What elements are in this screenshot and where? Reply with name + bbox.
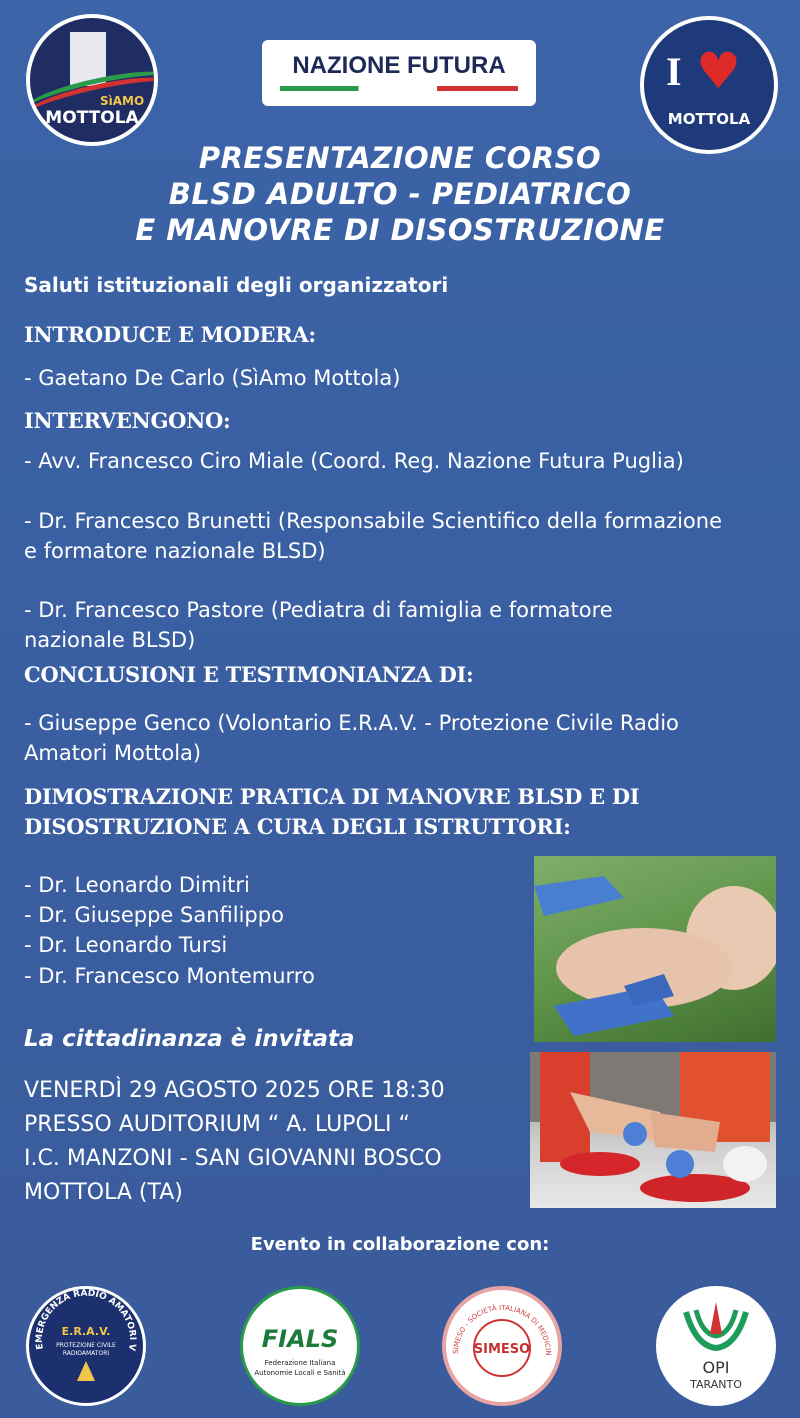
siamo-mottola-logo bbox=[26, 14, 158, 146]
collaboration-label: Evento in collaborazione con: bbox=[250, 1234, 550, 1255]
infant-cpr-photo bbox=[534, 856, 776, 1042]
fials-sub-1: Federazione Italiana bbox=[264, 1359, 336, 1367]
nazione-futura-logo bbox=[262, 40, 536, 106]
antenna-icon bbox=[77, 1361, 95, 1381]
speaker-2-line-1: - Dr. Francesco Brunetti (Responsabile Scientifico della formazione bbox=[24, 509, 723, 533]
instructor-1: - Dr. Leonardo Dimitri bbox=[24, 873, 250, 897]
speaker-3-line-1: - Dr. Francesco Pastore (Pediatra di famiglia e formatore bbox=[24, 598, 613, 622]
nazione-futura-text: NAZIONE FUTURA bbox=[292, 52, 506, 79]
greetings-text: Saluti istituzionali degli organizzatori bbox=[24, 273, 449, 297]
simeso-name: SIMESO bbox=[473, 1342, 531, 1357]
fials-name: FIALS bbox=[261, 1325, 339, 1353]
venue-line-4: MOTTOLA (TA) bbox=[24, 1180, 183, 1205]
moderator-item: - Gaetano De Carlo (SìAmo Mottola) bbox=[24, 366, 401, 390]
venue-line-2: PRESSO AUDITORIUM “ A. LUPOLI “ bbox=[24, 1112, 410, 1137]
erav-center-text: E.R.A.V. bbox=[61, 1325, 111, 1338]
title-line-3: E MANOVRE DI DISOSTRUZIONE bbox=[135, 213, 665, 247]
conclusions-heading: CONCLUSIONI E TESTIMONIANZA DI: bbox=[24, 662, 474, 687]
speakers-heading: INTERVENGONO: bbox=[24, 408, 231, 433]
simeso-ring-text: SIMESO - SOCIETÀ ITALIANA DI MEDICIN bbox=[451, 1303, 553, 1356]
title-line-1: PRESENTAZIONE CORSO bbox=[198, 141, 602, 175]
heart-icon: ♥ bbox=[696, 42, 741, 100]
invite-text: La cittadinanza è invitata bbox=[24, 1026, 355, 1052]
erav-emblem bbox=[29, 1289, 143, 1403]
conclusions-line-2: Amatori Mottola) bbox=[24, 741, 202, 765]
erav-badge bbox=[26, 1286, 146, 1406]
adult-cpr-illustration bbox=[530, 1052, 776, 1208]
infant-cpr-illustration bbox=[534, 856, 776, 1042]
mottola-text: MOTTOLA bbox=[45, 108, 139, 128]
fials-badge bbox=[240, 1286, 360, 1406]
erav-ring-text: EMERGENZA RADIO AMATORI V bbox=[34, 1289, 138, 1352]
erav-sub-2: RADIOAMATORI bbox=[62, 1350, 110, 1357]
siamo-text: SìAMO bbox=[100, 94, 145, 108]
instructor-2: - Dr. Giuseppe Sanfilippo bbox=[24, 903, 284, 927]
demo-heading-line-1: DIMOSTRAZIONE PRATICA DI MANOVRE BLSD E DI bbox=[24, 784, 640, 809]
opi-emblem bbox=[656, 1286, 776, 1366]
simeso-badge bbox=[442, 1286, 562, 1406]
title-line-2: BLSD ADULTO - PEDIATRICO bbox=[168, 177, 632, 211]
introduce-heading: INTRODUCE E MODERA: bbox=[24, 322, 316, 347]
demo-heading-line-2: DISOSTRUZIONE A CURA DEGLI ISTRUTTORI: bbox=[24, 814, 571, 839]
venue-line-1: VENERDÌ 29 AGOSTO 2025 ORE 18:30 bbox=[24, 1078, 445, 1103]
opi-name: OPI bbox=[702, 1358, 730, 1377]
speaker-3-line-2: nazionale BLSD) bbox=[24, 628, 196, 652]
i-letter: I bbox=[666, 49, 682, 94]
opi-sub: TARANTO bbox=[690, 1378, 742, 1391]
instructor-3: - Dr. Leonardo Tursi bbox=[24, 933, 228, 957]
mottola-label: MOTTOLA bbox=[667, 110, 751, 128]
event-title bbox=[0, 140, 800, 248]
adult-cpr-photo bbox=[530, 1052, 776, 1208]
i-love-mottola-logo bbox=[640, 16, 778, 154]
simeso-emblem bbox=[446, 1290, 558, 1402]
venue-line-3: I.C. MANZONI - SAN GIOVANNI BOSCO bbox=[24, 1146, 442, 1171]
fials-sub-2: Autonomie Locali e Sanità bbox=[254, 1369, 346, 1377]
speaker-1: - Avv. Francesco Ciro Miale (Coord. Reg. Nazione Futura Puglia) bbox=[24, 449, 684, 473]
italian-flag-stripe bbox=[280, 86, 518, 91]
opi-badge bbox=[656, 1286, 776, 1406]
speaker-2-line-2: e formatore nazionale BLSD) bbox=[24, 539, 326, 563]
erav-sub-1: PROTEZIONE CIVILE bbox=[56, 1342, 116, 1349]
conclusions-line-1: - Giuseppe Genco (Volontario E.R.A.V. - Protezione Civile Radio bbox=[24, 711, 679, 735]
instructor-4: - Dr. Francesco Montemurro bbox=[24, 964, 315, 988]
